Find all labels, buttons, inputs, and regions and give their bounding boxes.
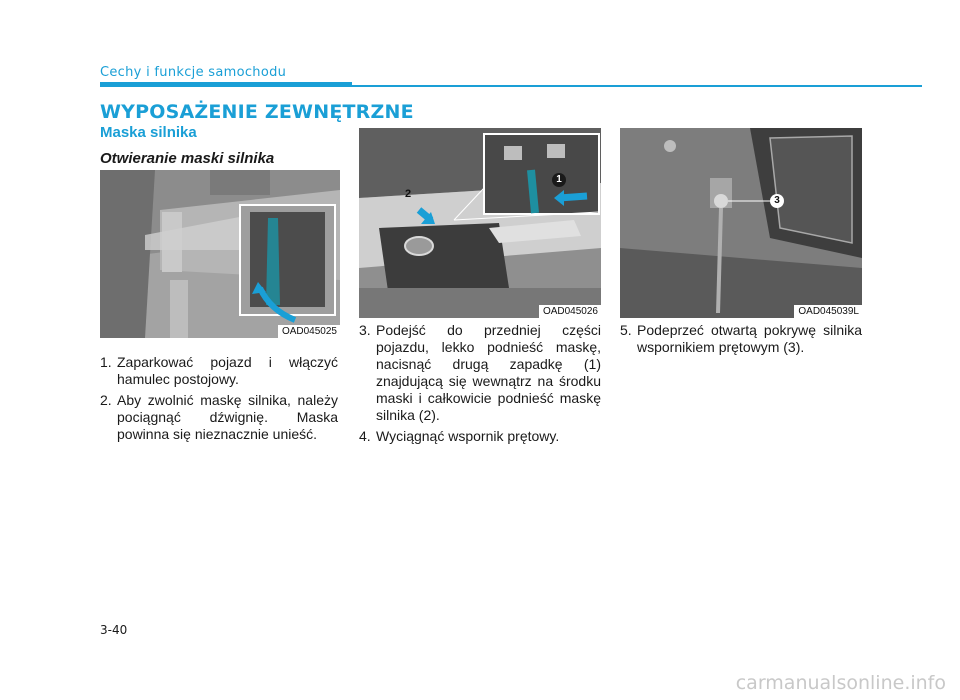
- chapter-title: Cechy i funkcje samochodu: [100, 65, 287, 80]
- header-rule-thin: [352, 85, 922, 87]
- callout-2: 2: [405, 188, 412, 200]
- lever-illustration: [100, 170, 340, 338]
- step-text: Podeprzeć otwartą pokrywę silnika wspornikiem prętowym (3).: [637, 322, 862, 355]
- step-number: 3.: [359, 322, 371, 338]
- step-item: [359, 428, 601, 445]
- steps-column-3: [620, 322, 862, 360]
- step-number: 1.: [100, 354, 112, 370]
- step-number: 5.: [620, 322, 632, 338]
- step-number: 4.: [359, 428, 371, 444]
- figure-caption: OAD045039L: [794, 305, 862, 318]
- subsection-title: Maska silnika: [100, 124, 197, 141]
- step-text: Zaparkować pojazd i włączyć hamulec postojowy.: [117, 354, 338, 387]
- figure-hood-release-lever: [100, 170, 340, 338]
- figure-secondary-latch: [359, 128, 601, 318]
- callout-3: 3: [770, 194, 784, 208]
- section-title: WYPOSAŻENIE ZEWNĘTRZNE: [100, 101, 414, 123]
- callout-1: 1: [552, 173, 566, 187]
- steps-column-1: [100, 354, 338, 447]
- procedure-heading: Otwieranie maski silnika: [100, 150, 275, 167]
- step-item: [100, 392, 338, 443]
- header-rule-thick: [100, 82, 352, 87]
- page-number: 3-40: [100, 623, 128, 637]
- support-rod-illustration: [620, 128, 862, 318]
- figure-caption: OAD045026: [539, 305, 601, 318]
- figure-support-rod: [620, 128, 862, 318]
- steps-column-2: [359, 322, 601, 449]
- step-text: Wyciągnąć wspornik prętowy.: [376, 428, 560, 444]
- step-text: Podejść do przedniej części pojazdu, lekko podnieść maskę, nacisnąć drugą zapadkę (1) znajdującą się wewnątrz na środku maski i całkowicie podnieść maskę silnika (2).: [376, 322, 601, 423]
- car-front-illustration: [359, 128, 601, 318]
- step-item: [100, 354, 338, 388]
- step-text: Aby zwolnić maskę silnika, należy pociągnąć dźwignię. Maska powinna się nieznacznie unieść.: [117, 392, 338, 442]
- step-number: 2.: [100, 392, 112, 408]
- step-item: [620, 322, 862, 356]
- figure-caption: OAD045025: [278, 325, 340, 338]
- step-item: [359, 322, 601, 424]
- watermark: carmanualsonline.info: [735, 672, 946, 694]
